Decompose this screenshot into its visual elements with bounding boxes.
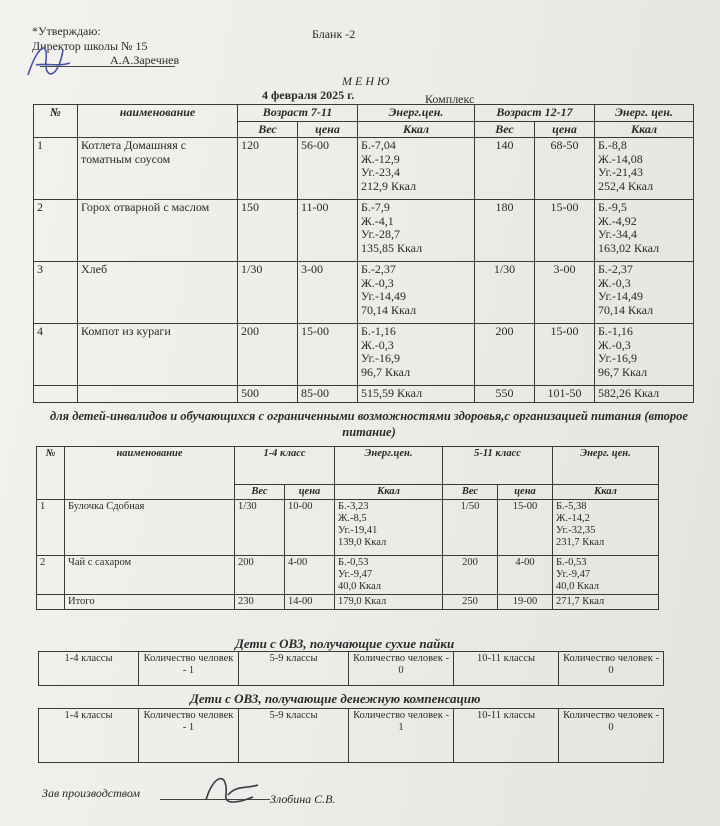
table-row xyxy=(34,200,694,262)
energy-5-11: Б.-0,53 Уг.-9,47 40,0 Ккал xyxy=(553,556,659,595)
weight-1-4: 1/30 xyxy=(235,500,285,556)
header-energy-2: Энерг. цен. xyxy=(553,447,659,485)
row-num: 4 xyxy=(34,324,78,386)
header-class-1-4: 1-4 класс xyxy=(235,447,335,485)
item-name: Чай с сахаром xyxy=(65,556,235,595)
price-7-11: 11-00 xyxy=(298,200,358,262)
table-row xyxy=(34,138,694,200)
header-num: № xyxy=(37,447,65,500)
header-kcal-1: Ккал xyxy=(358,121,475,138)
header-price-2: цена xyxy=(535,121,595,138)
header-class-5-11: 5-11 класс xyxy=(443,447,553,485)
header-weight-1: Вес xyxy=(238,121,298,138)
weight-7-11: 120 xyxy=(238,138,298,200)
energy-12-17: Б.-1,16 Ж.-0,3 Уг.-16,9 96,7 Ккал xyxy=(595,324,694,386)
total-row xyxy=(34,386,694,403)
count-10-11: Количество человек - 0 xyxy=(559,709,664,763)
total-energy-7-11: 515,59 Ккал xyxy=(358,386,475,403)
total-weight-1-4: 230 xyxy=(235,595,285,610)
count-5-9: Количество человек - 1 xyxy=(349,709,454,763)
weight-12-17: 200 xyxy=(475,324,535,386)
row-num: 2 xyxy=(34,200,78,262)
count-1-4: Количество человек - 1 xyxy=(139,652,239,686)
dry-rations-table xyxy=(38,651,664,686)
header-energy-1: Энерг.цен. xyxy=(335,447,443,485)
price-12-17: 68-50 xyxy=(535,138,595,200)
total-energy-12-17: 582,26 Ккал xyxy=(595,386,694,403)
header-weight-2: Вес xyxy=(443,485,498,500)
total-energy-5-11: 271,7 Ккал xyxy=(553,595,659,610)
compensation-table xyxy=(38,708,664,763)
energy-7-11: Б.-7,9 Ж.-4,1 Уг.-28,7 135,85 Ккал xyxy=(358,200,475,262)
group-1-4: 1-4 классы xyxy=(39,652,139,686)
manager-signature xyxy=(198,765,268,810)
group-5-9: 5-9 классы xyxy=(239,652,349,686)
group-5-9: 5-9 классы xyxy=(239,709,349,763)
section3-title: Дети с ОВЗ, получающие сухие пайки xyxy=(235,636,455,651)
header-weight-2: Вес xyxy=(475,121,535,138)
weight-12-17: 1/30 xyxy=(475,262,535,324)
energy-5-11: Б.-5,38 Ж.-14,2 Уг.-32,35 231,7 Ккал xyxy=(553,500,659,556)
row-num: 3 xyxy=(34,262,78,324)
header-price-1: цена xyxy=(285,485,335,500)
total-price-12-17: 101-50 xyxy=(535,386,595,403)
header-price-1: цена xyxy=(298,121,358,138)
total-price-5-11: 19-00 xyxy=(498,595,553,610)
total-row xyxy=(37,595,659,610)
weight-5-11: 200 xyxy=(443,556,498,595)
total-label: Итого xyxy=(65,595,235,610)
header-kcal-2: Ккал xyxy=(595,121,694,138)
header-num: № xyxy=(34,105,78,138)
complex-label: Комплекс xyxy=(425,92,475,106)
director-label: Директор школы № 15 xyxy=(32,39,148,53)
table-row xyxy=(37,556,659,595)
energy-7-11: Б.-2,37 Ж.-0,3 Уг.-14,49 70,14 Ккал xyxy=(358,262,475,324)
count-1-4: Количество человек - 1 xyxy=(139,709,239,763)
dish-name: Компот из кураги xyxy=(78,324,238,386)
price-7-11: 56-00 xyxy=(298,138,358,200)
price-1-4: 4-00 xyxy=(285,556,335,595)
header-age-7-11: Возраст 7-11 xyxy=(238,105,358,122)
price-7-11: 15-00 xyxy=(298,324,358,386)
dish-name: Горох отварной с маслом xyxy=(78,200,238,262)
header-age-12-17: Возраст 12-17 xyxy=(475,105,595,122)
header-weight-1: Вес xyxy=(235,485,285,500)
total-weight-12-17: 550 xyxy=(475,386,535,403)
price-12-17: 15-00 xyxy=(535,200,595,262)
director-name: А.А.Заречнев xyxy=(110,53,180,67)
header-kcal-2: Ккал xyxy=(553,485,659,500)
total-price-1-4: 14-00 xyxy=(285,595,335,610)
price-7-11: 3-00 xyxy=(298,262,358,324)
weight-7-11: 200 xyxy=(238,324,298,386)
header-name: наименование xyxy=(65,447,235,500)
total-weight-7-11: 500 xyxy=(238,386,298,403)
weight-1-4: 200 xyxy=(235,556,285,595)
section2-title: для детей-инвалидов и обучающихся с ограниченными возможностями здоровья,с организацией питания (второе питание) xyxy=(50,409,688,439)
group-1-4: 1-4 классы xyxy=(39,709,139,763)
count-5-9: Количество человек - 0 xyxy=(349,652,454,686)
energy-7-11: Б.-7,04 Ж.-12,9 Уг.-23,4 212,9 Ккал xyxy=(358,138,475,200)
total-price-7-11: 85-00 xyxy=(298,386,358,403)
count-10-11: Количество человек - 0 xyxy=(559,652,664,686)
dish-name: Котлета Домашняя с томатным соусом xyxy=(78,138,238,200)
menu-date: 4 февраля 2025 г. xyxy=(262,88,355,102)
row-num: 2 xyxy=(37,556,65,595)
group-10-11: 10-11 классы xyxy=(454,709,559,763)
weight-12-17: 140 xyxy=(475,138,535,200)
header-name: наименование xyxy=(78,105,238,138)
row-num: 1 xyxy=(37,500,65,556)
weight-12-17: 180 xyxy=(475,200,535,262)
section4-title: Дети с ОВЗ, получающие денежную компенсацию xyxy=(190,691,481,706)
price-12-17: 15-00 xyxy=(535,324,595,386)
energy-12-17: Б.-8,8 Ж.-14,08 Уг.-21,43 252,4 Ккал xyxy=(595,138,694,200)
total-energy-1-4: 179,0 Ккал xyxy=(335,595,443,610)
header-price-2: цена xyxy=(498,485,553,500)
item-name: Булочка Сдобная xyxy=(65,500,235,556)
main-menu-table xyxy=(33,104,694,403)
price-1-4: 10-00 xyxy=(285,500,335,556)
price-12-17: 3-00 xyxy=(535,262,595,324)
price-5-11: 4-00 xyxy=(498,556,553,595)
footer-name: Злобина С.В. xyxy=(270,792,336,806)
weight-7-11: 150 xyxy=(238,200,298,262)
header-energy-1: Энерг.цен. xyxy=(358,105,475,122)
approve-label: *Утверждаю: xyxy=(32,24,101,38)
group-10-11: 10-11 классы xyxy=(454,652,559,686)
footer-role: Зав производством xyxy=(42,786,141,800)
table-row xyxy=(34,324,694,386)
energy-1-4: Б.-0,53 Уг.-9,47 40,0 Ккал xyxy=(335,556,443,595)
header-kcal-1: Ккал xyxy=(335,485,443,500)
menu-title: М Е Н Ю xyxy=(342,74,390,88)
energy-7-11: Б.-1,16 Ж.-0,3 Уг.-16,9 96,7 Ккал xyxy=(358,324,475,386)
energy-12-17: Б.-2,37 Ж.-0,3 Уг.-14,49 70,14 Ккал xyxy=(595,262,694,324)
row-num: 1 xyxy=(34,138,78,200)
energy-1-4: Б.-3,23 Ж.-8,5 Уг.-19,41 139,0 Ккал xyxy=(335,500,443,556)
weight-7-11: 1/30 xyxy=(238,262,298,324)
header-energy-2: Энерг. цен. xyxy=(595,105,694,122)
weight-5-11: 1/50 xyxy=(443,500,498,556)
second-meal-table xyxy=(36,446,659,610)
table-row xyxy=(37,500,659,556)
table-row xyxy=(34,262,694,324)
director-signature xyxy=(18,35,78,85)
total-weight-5-11: 250 xyxy=(443,595,498,610)
price-5-11: 15-00 xyxy=(498,500,553,556)
energy-12-17: Б.-9,5 Ж.-4,92 Уг.-34,4 163,02 Ккал xyxy=(595,200,694,262)
blank-label: Бланк -2 xyxy=(312,27,356,41)
dish-name: Хлеб xyxy=(78,262,238,324)
